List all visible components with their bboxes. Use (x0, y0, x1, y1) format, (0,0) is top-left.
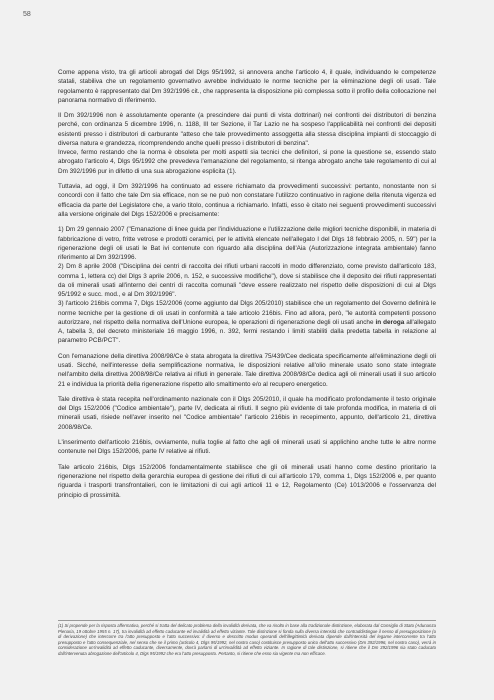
paragraph: Con l'emanazione della direttiva 2008/98/Ce è stata abrogata la direttiva 75/439/Cee dedicata specificamente all'eliminazione degli oli usati. Sicché, nell'interesse della semplificazione normativa, le disposizioni relative all'olio minerale usato sono state integrate nell'ambito della direttiva 2008/98/Ce relativa ai rifiuti in generale. Tale direttiva 2008/98/Ce dedica agli oli minerali usati il suo articolo 21 e individua la priorità della rigenerazione rispetto allo smaltimento e/o al recupero energetico. (58, 352, 436, 388)
footnote-divider (58, 620, 436, 621)
paragraph: Tale articolo 216bis, Dlgs 152/2006 fondamentalmente stabilisce che gli oli minerali usati hanno come destino prioritario la rigenerazione nel rispetto della gerarchia europea di gestione dei rifiuti di cui all'articolo 179, comma 1, Dlgs 152/2006 e, per quanto riguarda i trasporti transfrontalieri, con le limitazioni di cui agli articoli 11 e 12, Regolamento (Ce) 1013/2006 e l'osservanza del principio di prossimità. (58, 463, 436, 499)
paragraph: Come appena visto, tra gli articoli abrogati del Dlgs 95/1992, si annovera anche l'articolo 4, il quale, individuando le competenze statali, stabiliva che un regolamento governativo avrebbe individuato le norme tecniche per la eliminazione degli oli usati. Tale regolamento è rappresentato dal Dm 392/1996 cit., che rappresenta la disposizione più complessa sotto il profilo della collocazione nel panorama normativo di riferimento. (58, 69, 436, 104)
bold-emphasis: in deroga (375, 318, 405, 326)
list-text-after: all'allegato A, tabella 3, del decreto ministeriale 16 maggio 1996, n. 392, fermi restando i limiti stabiliti dalla predetta tabella in relazione al parametro PCB/PCT". (58, 318, 436, 345)
paragraph-list (58, 225, 436, 345)
paragraph: Tale direttiva è stata recepita nell'ordinamento nazionale con il Dlgs 205/2010, il quale ha modificato profondamente il testo originale del Dlgs 152/2006 ("Codice ambientale"), parte IV, dedicata ai rifiuti. Il segno più evidente di tale profonda modifica, in materia di oli minerali usati, risiede nell'aver inserito nel "Codice ambientale" l'articolo 216bis in recepimento, appunto, dell'articolo 21, direttiva 2008/98/Ce. (58, 395, 436, 431)
page-number: 58 (23, 11, 31, 18)
document-body (58, 68, 436, 506)
list-text: 1) Dm 29 gennaio 2007 ("Emanazione di linee guida per l'individuazione e l'utilizzazione delle migliori tecniche disponibili, in materia di fabbricazione di vetro, fritte vetrose e prodotti ceramici, per le attività elencate nell'allegato I del Dlgs 18 febbraio 2005, n. 59") per la rigenerazione degli oli usati le Bat ivi contenute con riguardo alla disciplina dell'Aia (Autorizzazione integrata ambientale) fanno riferimento al Dm 392/1996. 2) Dm 8 aprile 2008 ("Disciplina dei centri di raccolta dei rifiuti urbani raccolti in modo differenziato, come previsto dall'articolo 183, comma 1, lettera cc) del Dlgs 3 aprile 2006, n. 152, e successive modifiche"), dove si stabilisce che il deposito dei rifiuti rappresentati da oli minerali usati all'interno dei centri di raccolta comunali "deve essere realizzato nel rispetto delle disposizioni di cui al Dlgs 95/1992 e succ. mod., e al Dm 392/1996". 3) l'articolo 216bis comma 7, Dlgs 152/2006 (come aggiunto dal Dlgs 205/2010) stabilisce che un regolamento del Governo definirà le norme tecniche per la gestione di oli usati in conformità a tale articolo 216bis. Fino ad allora, però, "le autorità competenti possono autorizzare, nel rispetto della normativa dell'Unione europea, le operazioni di rigenerazione degli oli usati anche (58, 226, 436, 326)
paragraph: Il Dm 392/1996 non è assolutamente operante (a prescindere dai punti di vista dottrinari) nei confronti dei distributori di benzina perché, con ordinanza 5 dicembre 1996, n. 1188, III ter Sezione, il Tar Lazio ne ha sospeso l'applicabilità nei confronti dei depositi esistenti presso i distributori di carburante "atteso che tale provvedimento assoggetta alla stessa disciplina impianti di stoccaggio di diversa natura e grandezza, ricomprendendo anche quelli presso i distributori di benzina". Invece, fermo restando che la norma è obsoleta per molti aspetti sia tecnici che definitori, si pone la questione se, essendo stato abrogato l'articolo 4, Dlgs 95/1992 che prevedeva l'emanazione del regolamento, si ritenga abrogato anche tale regolamento di cui al Dm 392/1996 pur in difetto di una sua abrogazione esplicita (1). (58, 112, 436, 175)
paragraph: Tuttavia, ad oggi, il Dm 392/1996 ha continuato ad essere richiamato da provvedimenti successivi: pertanto, nonostante non si concordi con il fatto che tale Dm sia efficace, non se ne può non constatare l'utilizzo continuativo in ragione della ritenuta vigenza ed efficacia da parte del Legislatore che, a vario titolo, continua a richiamarlo. Infatti, esso è citato nei seguenti provvedimenti successivi alla versione originale del Dlgs 152/2006 e precisamente: (58, 183, 436, 218)
footnote: (1) Si propende per la risposta affermativa, perché si tratta del delicato problema della invalidità derivata, che va risolto in base alla tradizionale distinzione, elaborata dal Consiglio di Stato (Adunanza Plenaria, 19 ottobre 1955 n. 17), tra invalidità ad effetto caducante ed invalidità ad effetto viziante. Tale distinzione si fonda sulla diversa intensità che contraddistingue il nesso di presupposizione (o di derivazione) che intercorre tra l'atto presupposto e l'atto successivo: il diverso e descritto modus operandi dell'illegittimità derivata dipende dall'intensità del legame intercorrente tra l'atto presupposto e l'atto consequenziale, nel senso che se il primo (articolo 4, Dlgs 95/1992, nel nostro caso) costituisce presupposto unico dell'atto successivo (Dm 392/1996, nel nostro caso), verrà in considerazione un'invalidità ad effetto caducante, diversamente, dovrà parlarsi di un'invalidità ad effetto viziante. In ragione di tale distinzione, si ritiene che il Dm 392/1996 sia stato caducato dall'intervenuta abrogazione dell'articolo 4, Dlgs 95/1992 che era l'atto presupposto. Pertanto, si ritiene che esso sia vigente ma non efficace. (58, 623, 436, 656)
paragraph: L'inserimento dell'articolo 216bis, ovviamente, nulla toglie al fatto che agli oli minerali usati si applichino anche tutte le altre norme contenute nel Dlgs 152/2006, parte IV relative ai rifiuti. (58, 439, 436, 456)
